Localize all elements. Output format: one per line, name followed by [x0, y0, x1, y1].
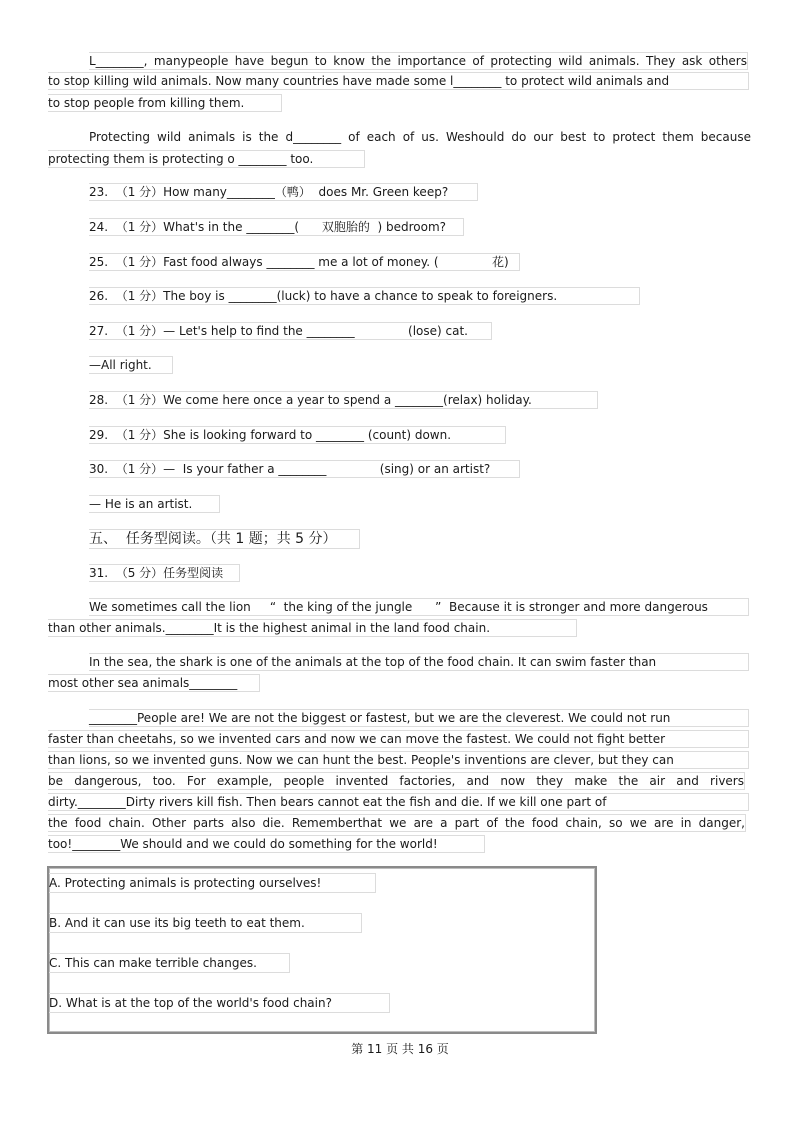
reading-p3-line1: ________People are! We are not the biggest or fastest, but we are the cleverest. We could not run — [89, 709, 749, 727]
reading-p1-line2: than other animals.________It is the highest animal in the land food chain. — [48, 619, 577, 637]
question-30: 30. （1 分）— Is your father a ________ (sing) or an artist? — [89, 460, 520, 478]
question-26: 26. （1 分）The boy is ________(luck) to have a chance to speak to foreigners. — [89, 287, 640, 305]
option-a: A. Protecting animals is protecting ourselves! — [49, 873, 376, 893]
passage2-line1: Protecting wild animals is the d________ of each of us. Weshould do our best to protect them because — [89, 130, 751, 144]
option-d: D. What is at the top of the world's food chain? — [49, 993, 390, 1013]
reading-p2-line2: most other sea animals________ — [48, 674, 260, 692]
passage1-line2: to stop killing wild animals. Now many countries have made some l________ to protect wild animals and — [48, 72, 749, 90]
question-29: 29. （1 分）She is looking forward to ________ (count) down. — [89, 426, 506, 444]
question-24: 24. （1 分）What's in the ________( 双胞胎的 ) bedroom? — [89, 218, 464, 236]
reading-p3-line6: the food chain. Other parts also die. Rememberthat we are a part of the food chain, so we are in danger, — [48, 816, 745, 830]
question-31: 31. （5 分）任务型阅读 — [89, 564, 240, 582]
passage2-line2: protecting them is protecting o ________ too. — [48, 150, 365, 168]
section-heading: 五、 任务型阅读。（共 1 题；共 5 分） — [89, 529, 360, 549]
option-b: B. And it can use its big teeth to eat them. — [49, 913, 362, 933]
reading-p3-line3: than lions, so we invented guns. Now we can hunt the best. People's inventions are clever, but they can — [48, 751, 749, 769]
answer-27: —All right. — [89, 356, 173, 374]
question-25: 25. （1 分）Fast food always ________ me a lot of money. ( 花) — [89, 253, 520, 271]
reading-p3-line2: faster than cheetahs, so we invented cars and now we can move the fastest. We could not fight better — [48, 730, 749, 748]
answer-30: — He is an artist. — [89, 495, 220, 513]
options-box — [47, 866, 597, 1034]
reading-p3-line7: too!________We should and we could do something for the world! — [48, 835, 485, 853]
reading-p2-line1: In the sea, the shark is one of the animals at the top of the food chain. It can swim faster than — [89, 653, 749, 671]
option-c: C. This can make terrible changes. — [49, 953, 290, 973]
reading-p1-line1: We sometimes call the lion “ the king of the jungle ” Because it is stronger and more dangerous — [89, 598, 749, 616]
passage1-line1: L________, manypeople have begun to know the importance of protecting wild animals. They ask others — [89, 54, 747, 68]
reading-p3-line5: dirty.________Dirty rivers kill fish. Then bears cannot eat the fish and die. If we kill one part of — [48, 793, 749, 811]
passage1-line3: to stop people from killing them. — [48, 94, 282, 112]
question-27: 27. （1 分）— Let's help to find the ________ (lose) cat. — [89, 322, 492, 340]
question-23: 23. （1 分）How many________（鸭） does Mr. Green keep? — [89, 183, 478, 201]
question-28: 28. （1 分）We come here once a year to spend a ________(relax) holiday. — [89, 391, 598, 409]
page-footer: 第 11 页 共 16 页 — [351, 1042, 449, 1056]
reading-p3-line4: be dangerous, too. For example, people invented factories, and now they make the air and rivers — [48, 774, 744, 788]
